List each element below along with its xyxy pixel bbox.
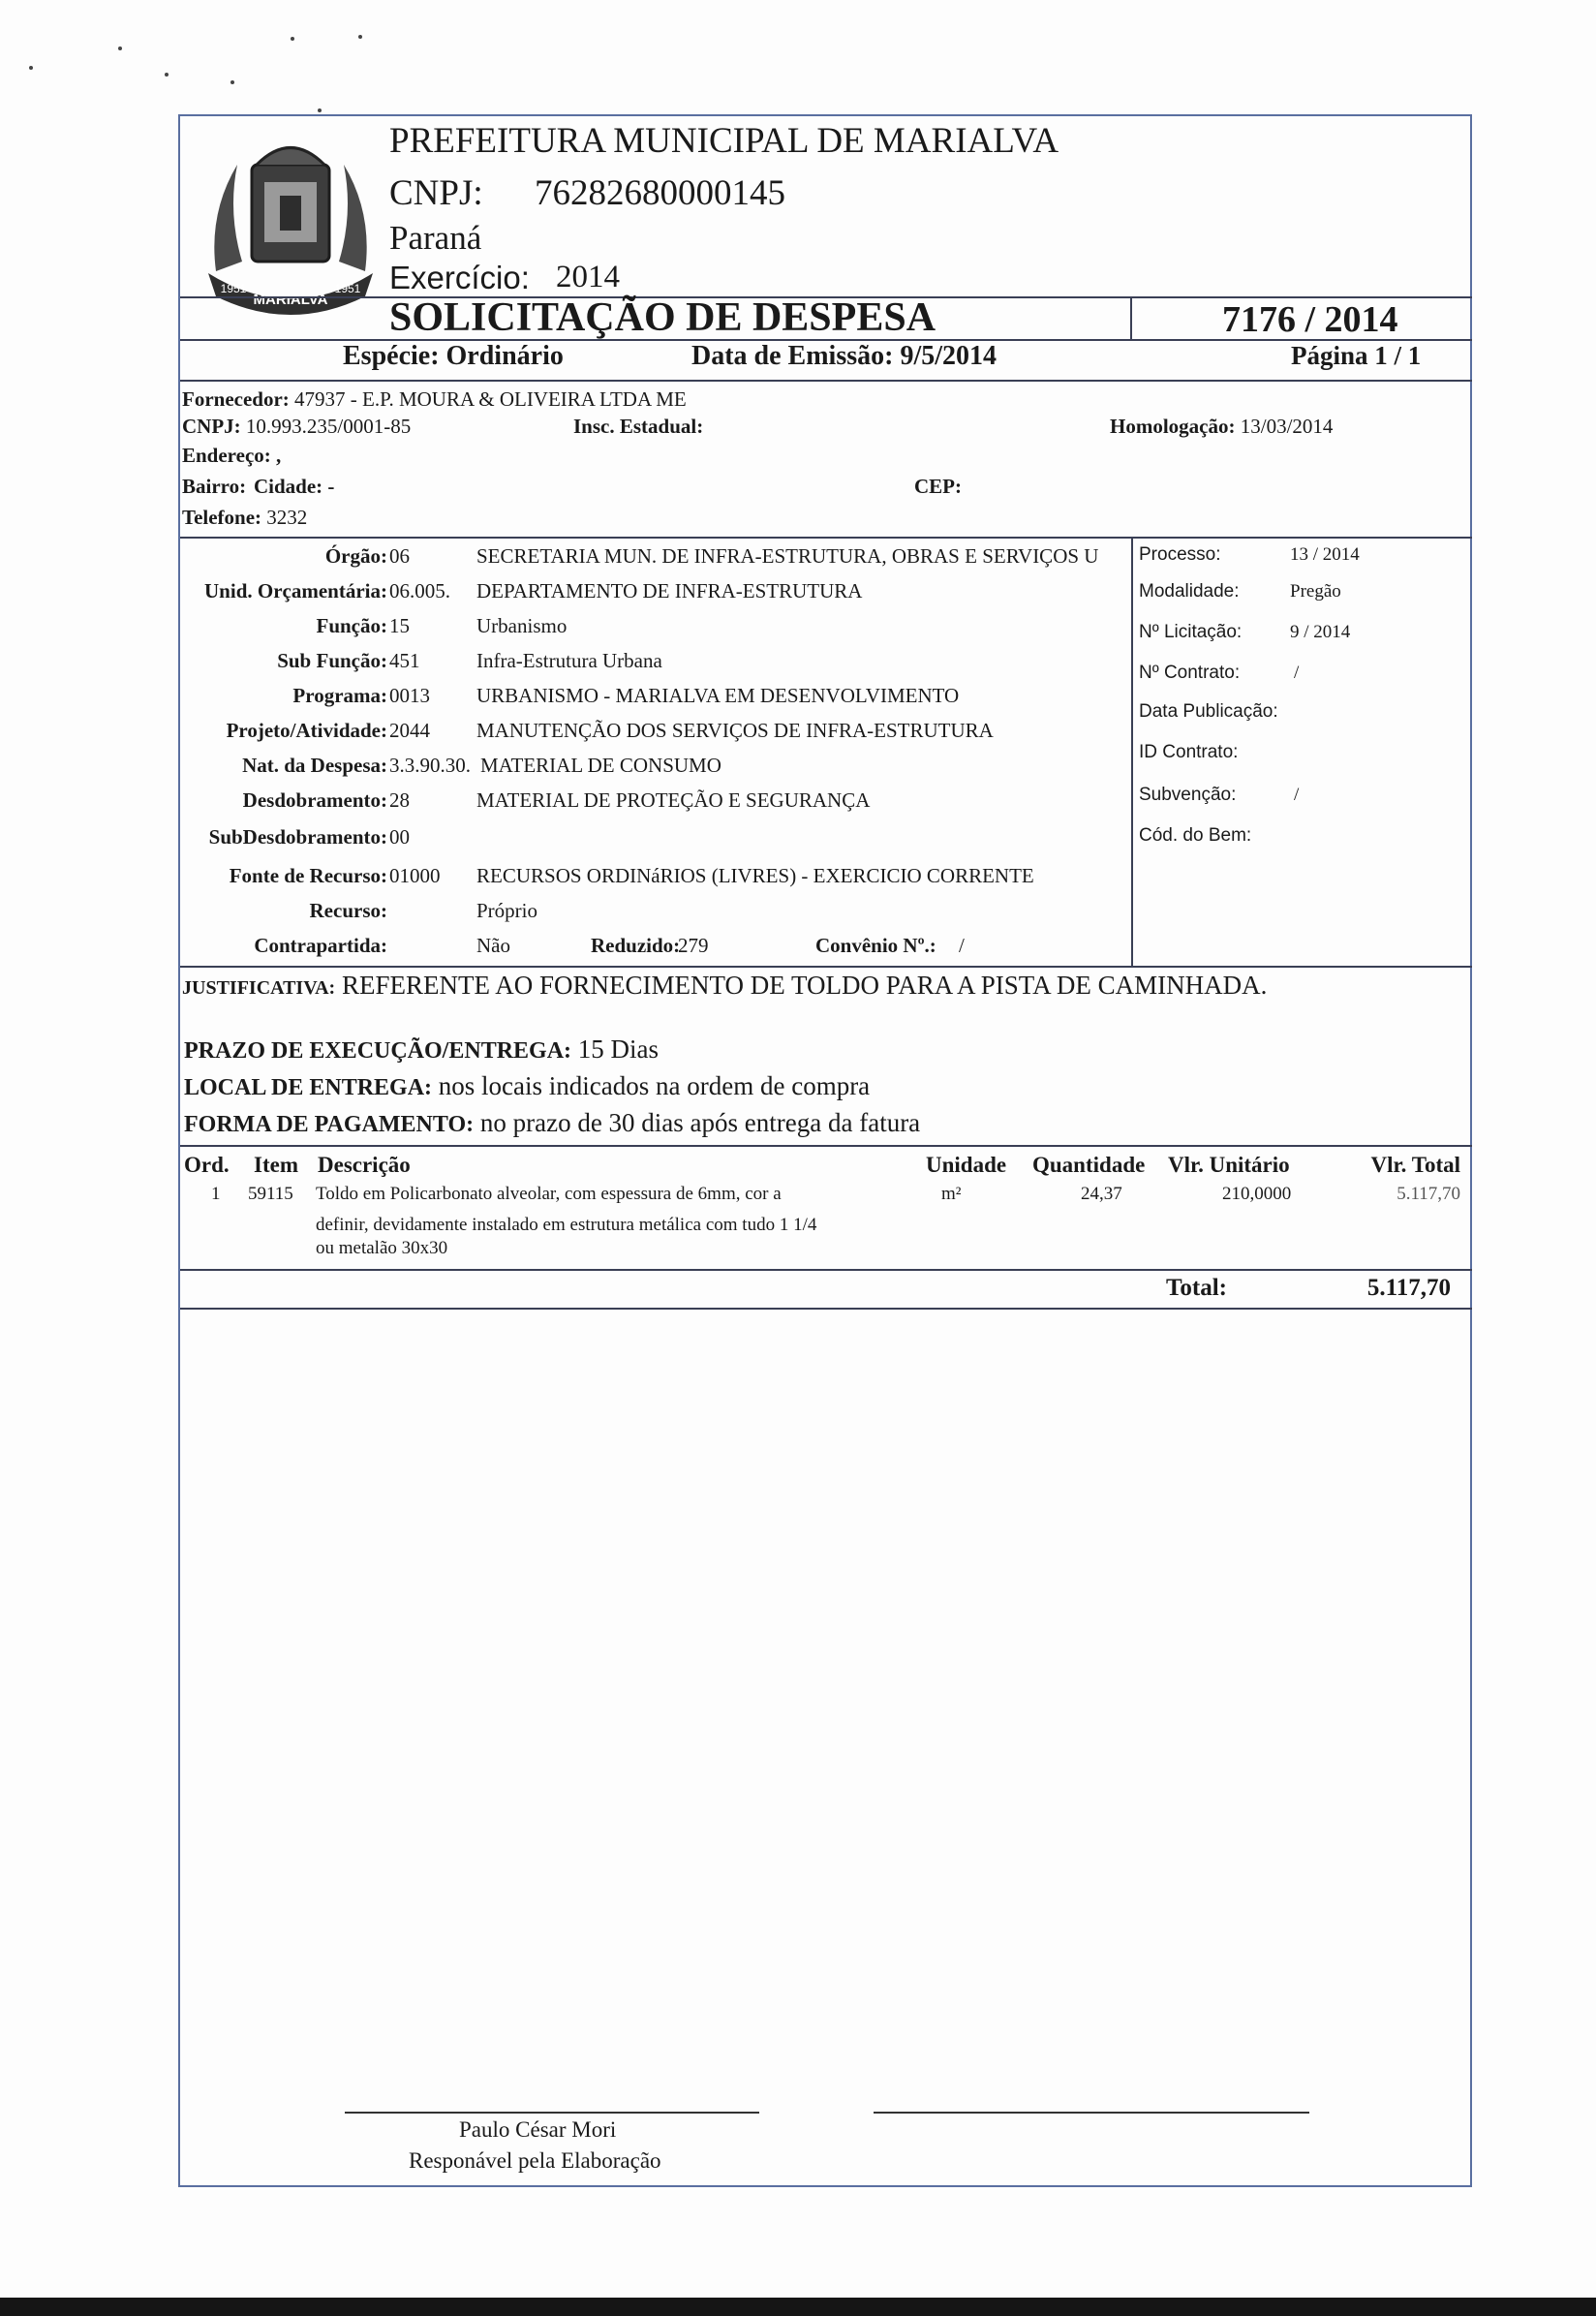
col-vlr-total: Vlr. Total bbox=[1370, 1153, 1460, 1177]
divider bbox=[180, 966, 1472, 968]
col-vlr-unitario: Vlr. Unitário bbox=[1168, 1153, 1290, 1177]
item-code: 59115 bbox=[248, 1184, 293, 1204]
header-cnpj-label: CNPJ: bbox=[389, 173, 483, 213]
fonte-recurso-code: 01000 bbox=[389, 864, 441, 887]
seal-text: MARIALVA bbox=[253, 292, 328, 308]
item-desc-line-3: ou metalão 30x30 bbox=[316, 1238, 448, 1258]
signature-line bbox=[874, 2112, 1309, 2114]
col-unidade: Unidade bbox=[926, 1153, 1007, 1177]
signature-name: Paulo César Mori bbox=[459, 2117, 617, 2142]
orgao-label: Órgão: bbox=[324, 544, 387, 568]
n-licitacao-value: 9 / 2014 bbox=[1290, 622, 1351, 642]
funcao-desc: Urbanismo bbox=[476, 614, 568, 637]
divider bbox=[180, 1269, 1472, 1271]
endereco-label: Endereço: , bbox=[182, 444, 282, 467]
cidade-label: Cidade: - bbox=[254, 475, 335, 498]
total-value: 5.117,70 bbox=[1366, 1275, 1451, 1301]
orgao-desc: SECRETARIA MUN. DE INFRA-ESTRUTURA, OBRAS E SERVIÇOS U bbox=[476, 544, 1099, 568]
item-desc-line-2: definir, devidamente instalado em estrutura metálica com tudo 1 1/4 bbox=[316, 1215, 817, 1235]
n-contrato-label: Nº Contrato: bbox=[1139, 663, 1241, 683]
col-item: Item bbox=[254, 1153, 298, 1177]
funcao-code: 15 bbox=[389, 614, 410, 637]
item-vlr-total: 5.117,70 bbox=[1396, 1184, 1460, 1204]
telefone-line bbox=[182, 506, 307, 530]
data-emissao: Data de Emissão: 9/5/2014 bbox=[691, 341, 997, 371]
doc-number: 7176 / 2014 bbox=[1222, 299, 1398, 340]
local-line bbox=[184, 1071, 870, 1101]
item-vlr-unitario: 210,0000 bbox=[1222, 1184, 1292, 1204]
convenio-value: / bbox=[959, 934, 965, 957]
fonte-recurso-desc: RECURSOS ORDINáRIOS (LIVRES) - EXERCICIO CORRENTE bbox=[476, 864, 1034, 887]
unid-orcamentaria-code: 06.005. bbox=[389, 579, 450, 602]
pagamento-value: no prazo de 30 dias após entrega da fatura bbox=[479, 1108, 921, 1137]
item-ord: 1 bbox=[211, 1184, 221, 1204]
pagina: Página 1 / 1 bbox=[1291, 341, 1422, 370]
total-label: Total: bbox=[1166, 1275, 1227, 1301]
desdobramento-code: 28 bbox=[389, 788, 410, 812]
fornecedor-cnpj-label: CNPJ: bbox=[182, 415, 241, 438]
data-publicacao-label: Data Publicação: bbox=[1139, 701, 1278, 722]
programa-code: 0013 bbox=[389, 684, 430, 707]
nat-despesa-label: Nat. da Despesa: bbox=[242, 754, 387, 777]
signature-line bbox=[345, 2112, 759, 2114]
modalidade-label: Modalidade: bbox=[1139, 581, 1240, 602]
justificativa-value: REFERENTE AO FORNECIMENTO DE TOLDO PARA A PISTA DE CAMINHADA. bbox=[341, 971, 1268, 1000]
nat-despesa-desc: MATERIAL DE CONSUMO bbox=[480, 754, 721, 777]
exercicio-value: 2014 bbox=[556, 260, 620, 294]
col-descricao: Descrição bbox=[318, 1153, 411, 1177]
telefone-value: 3232 bbox=[266, 506, 308, 529]
signature-role: Responável pela Elaboração bbox=[409, 2148, 661, 2173]
orgao-code: 06 bbox=[389, 544, 410, 568]
subdesdobramento-label: SubDesdobramento: bbox=[208, 825, 387, 849]
municipal-seal-icon bbox=[199, 126, 383, 329]
scan-edge bbox=[0, 2298, 1596, 2316]
pagamento-label: FORMA DE PAGAMENTO: bbox=[184, 1112, 475, 1137]
unid-orcamentaria-desc: DEPARTAMENTO DE INFRA-ESTRUTURA bbox=[476, 579, 863, 602]
programa-label: Programa: bbox=[292, 684, 387, 707]
prazo-label: PRAZO DE EXECUÇÃO/ENTREGA: bbox=[184, 1038, 572, 1064]
fornecedor-line bbox=[182, 387, 687, 412]
header-state: Paraná bbox=[389, 219, 482, 257]
id-contrato-label: ID Contrato: bbox=[1139, 742, 1239, 762]
divider bbox=[180, 537, 1472, 539]
item-unidade: m² bbox=[941, 1184, 962, 1204]
bairro-label: Bairro: bbox=[182, 475, 247, 498]
prazo-value: 15 Dias bbox=[577, 1034, 660, 1064]
insc-estadual-label: Insc. Estadual: bbox=[573, 415, 704, 438]
org-name: PREFEITURA MUNICIPAL DE MARIALVA bbox=[389, 121, 1059, 161]
n-licitacao-label: Nº Licitação: bbox=[1139, 622, 1243, 642]
subdesdobramento-code: 00 bbox=[389, 825, 410, 849]
seal-year-left: 1951 bbox=[220, 282, 247, 295]
header-cnpj-value: 76282680000145 bbox=[535, 173, 785, 213]
fornecedor-cnpj-line bbox=[182, 415, 411, 439]
col-ord: Ord. bbox=[184, 1153, 230, 1177]
seal-year-right: 1951 bbox=[334, 282, 361, 295]
unid-orcamentaria-label: Unid. Orçamentária: bbox=[204, 579, 387, 602]
pagamento-line bbox=[184, 1108, 920, 1138]
divider bbox=[1130, 296, 1132, 339]
nat-despesa-code: 3.3.90.30. bbox=[389, 754, 471, 777]
sub-funcao-code: 451 bbox=[389, 649, 420, 672]
cod-bem-label: Cód. do Bem: bbox=[1139, 825, 1252, 846]
n-contrato-value: / bbox=[1294, 663, 1300, 683]
telefone-label: Telefone: bbox=[182, 506, 262, 529]
sub-funcao-label: Sub Função: bbox=[277, 649, 387, 672]
divider bbox=[180, 1308, 1472, 1310]
justificativa-line bbox=[182, 971, 1267, 1001]
contrapartida-label: Contrapartida: bbox=[254, 934, 387, 957]
reduzido-label: Reduzido: bbox=[591, 934, 681, 957]
projeto-atividade-code: 2044 bbox=[389, 719, 430, 742]
exercicio-label: Exercício: bbox=[389, 260, 530, 295]
divider bbox=[180, 1145, 1472, 1147]
homologacao-value: 13/03/2014 bbox=[1240, 415, 1334, 438]
local-value: nos locais indicados na ordem de compra bbox=[438, 1071, 871, 1100]
subvencao-label: Subvenção: bbox=[1139, 785, 1237, 805]
subvencao-value: / bbox=[1294, 785, 1300, 805]
divider bbox=[180, 380, 1472, 382]
projeto-atividade-label: Projeto/Atividade: bbox=[226, 719, 387, 742]
fornecedor-label: Fornecedor: bbox=[182, 387, 290, 411]
cep-label: CEP: bbox=[914, 475, 962, 498]
programa-desc: URBANISMO - MARIALVA EM DESENVOLVIMENTO bbox=[476, 684, 960, 707]
funcao-label: Função: bbox=[316, 614, 387, 637]
fonte-recurso-label: Fonte de Recurso: bbox=[229, 864, 387, 887]
modalidade-value: Pregão bbox=[1290, 581, 1341, 602]
homologacao-label: Homologação: bbox=[1110, 415, 1236, 438]
contrapartida-desc: Não bbox=[476, 934, 510, 957]
especie: Espécie: Ordinário bbox=[343, 341, 564, 371]
recurso-desc: Próprio bbox=[476, 899, 537, 922]
divider bbox=[1131, 537, 1133, 966]
desdobramento-desc: MATERIAL DE PROTEÇÃO E SEGURANÇA bbox=[476, 788, 871, 812]
processo-value: 13 / 2014 bbox=[1290, 544, 1360, 565]
sub-funcao-desc: Infra-Estrutura Urbana bbox=[476, 649, 662, 672]
processo-label: Processo: bbox=[1139, 544, 1221, 565]
local-label: LOCAL DE ENTREGA: bbox=[184, 1075, 433, 1100]
recurso-label: Recurso: bbox=[309, 899, 387, 922]
convenio-label: Convênio Nº.: bbox=[815, 934, 936, 957]
prazo-line bbox=[184, 1034, 659, 1065]
fornecedor-value: 47937 - E.P. MOURA & OLIVEIRA LTDA ME bbox=[294, 387, 687, 411]
justificativa-label: JUSTIFICATIVA: bbox=[182, 977, 336, 999]
item-quantidade: 24,37 bbox=[1081, 1184, 1122, 1204]
desdobramento-label: Desdobramento: bbox=[242, 788, 387, 812]
item-desc-line-1: Toldo em Policarbonato alveolar, com espessura de 6mm, cor a bbox=[316, 1184, 782, 1204]
homologacao-line bbox=[1110, 415, 1333, 439]
fornecedor-cnpj-value: 10.993.235/0001-85 bbox=[245, 415, 412, 438]
doc-title: SOLICITAÇÃO DE DESPESA bbox=[389, 295, 936, 340]
projeto-atividade-desc: MANUTENÇÃO DOS SERVIÇOS DE INFRA-ESTRUTURA bbox=[476, 719, 994, 742]
col-quantidade: Quantidade bbox=[1032, 1153, 1146, 1177]
reduzido-value: 279 bbox=[678, 934, 709, 957]
